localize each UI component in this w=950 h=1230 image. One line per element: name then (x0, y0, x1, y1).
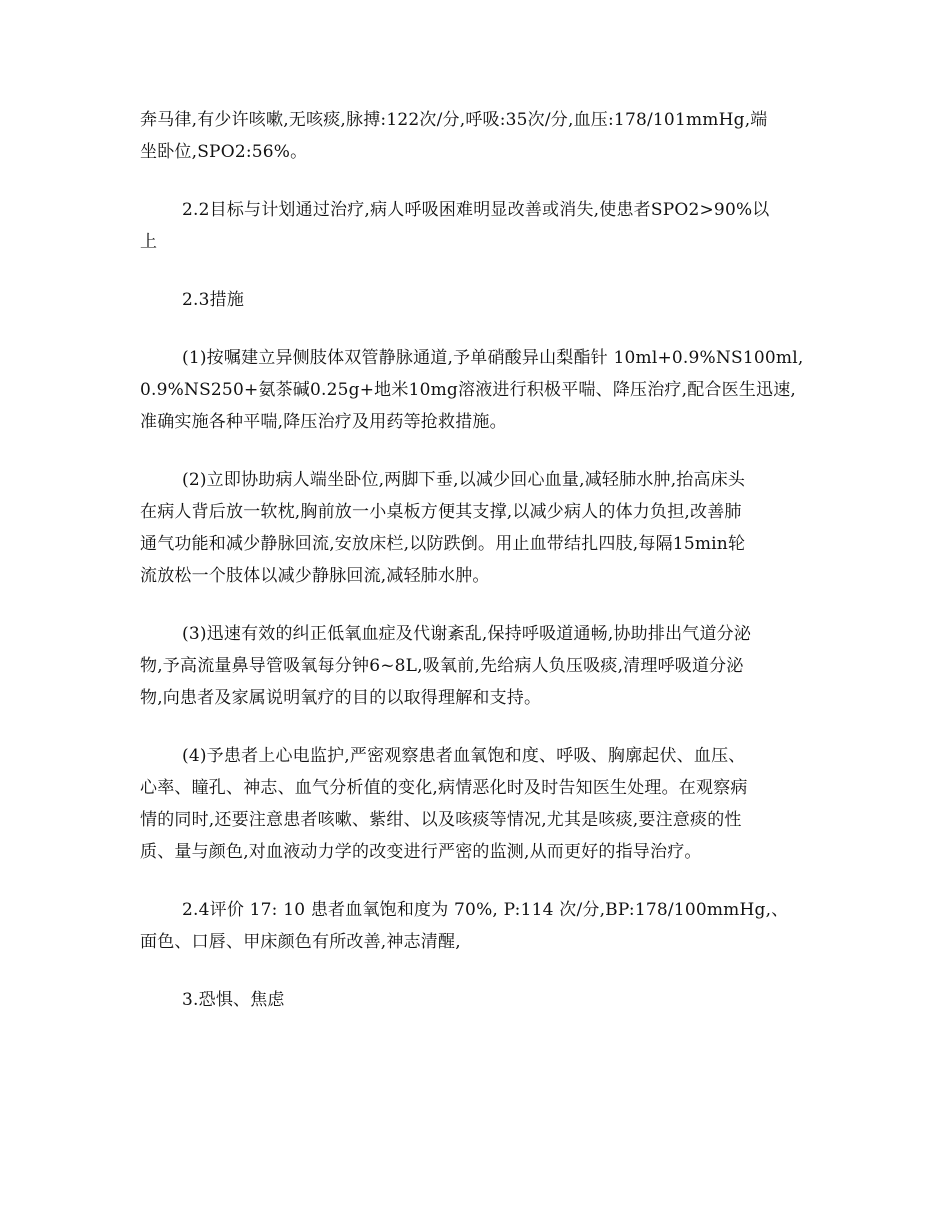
text-line: 3.恐惧、焦虑 (182, 990, 285, 1010)
text-line: 上 (140, 232, 158, 252)
text-line: 心率、瞳孔、神志、血气分析值的变化,病情恶化时及时告知医生处理。在观察病 (140, 778, 748, 798)
paragraph-vital-signs (140, 104, 810, 168)
text-line: 流放松一个肢体以减少静脉回流,减轻肺水肿。 (140, 566, 490, 586)
text-line: 质、量与颜色,对血液动力学的改变进行严密的监测,从而更好的指导治疗。 (140, 842, 702, 862)
text-line: 准确实施各种平喘,降压治疗及用药等抢救措施。 (140, 412, 507, 432)
section-heading-fear-anxiety (140, 984, 810, 1016)
text-line: 坐卧位,SPO2:56%。 (140, 142, 308, 162)
text-line: 2.2目标与计划通过治疗,病人呼吸困难明显改善或消失,使患者SPO2>90%以 (182, 200, 770, 220)
text-line: 面色、口唇、甲床颜色有所改善,神志清醒, (140, 932, 461, 952)
paragraph-measure-1 (140, 342, 810, 438)
paragraph-measure-4 (140, 740, 810, 868)
paragraph-goal-plan (140, 194, 810, 258)
text-line: 物,向患者及家属说明氧疗的目的以取得理解和支持。 (140, 688, 542, 708)
text-line: (1)按嘱建立异侧肢体双管静脉通道,予单硝酸异山梨酯针 10ml+0.9%NS100ml, (182, 348, 804, 368)
text-line: 0.9%NS250+氨茶碱0.25g+地米10mg溶液进行积极平喘、降压治疗,配合医生迅速, (140, 380, 797, 400)
text-line: (4)予患者上心电监护,严密观察患者血氧饱和度、呼吸、胸廓起伏、血压、 (182, 746, 746, 766)
text-line: 奔马律,有少许咳嗽,无咳痰,脉搏:122次/分,呼吸:35次/分,血压:178/101mmHg,端 (140, 110, 768, 130)
paragraph-measure-3 (140, 618, 810, 714)
paragraph-measure-2 (140, 464, 810, 592)
text-line: (3)迅速有效的纠正低氧血症及代谢紊乱,保持呼吸道通畅,协助排出气道分泌 (182, 624, 752, 644)
paragraph-evaluation (140, 894, 810, 958)
text-line: 2.4评价 17: 10 患者血氧饱和度为 70%, P:114 次/分,BP:178/100mmHg,、 (182, 900, 789, 920)
text-line: 在病人背后放一软枕,胸前放一小桌板方便其支撑,以减少病人的体力负担,改善肺 (140, 502, 742, 522)
text-line: 通气功能和减少静脉回流,安放床栏,以防跌倒。用止血带结扎四肢,每隔15min轮 (140, 534, 746, 554)
text-line: 物,予高流量鼻导管吸氧每分钟6~8L,吸氧前,先给病人负压吸痰,清理呼吸道分泌 (140, 656, 744, 676)
text-line: 2.3措施 (182, 290, 245, 310)
text-line: 情的同时,还要注意患者咳嗽、紫绀、以及咳痰等情况,尤其是咳痰,要注意痰的性 (140, 810, 742, 830)
section-heading-measures (140, 284, 810, 316)
text-line: (2)立即协助病人端坐卧位,两脚下垂,以减少回心血量,减轻肺水肿,抬高床头 (182, 470, 746, 490)
